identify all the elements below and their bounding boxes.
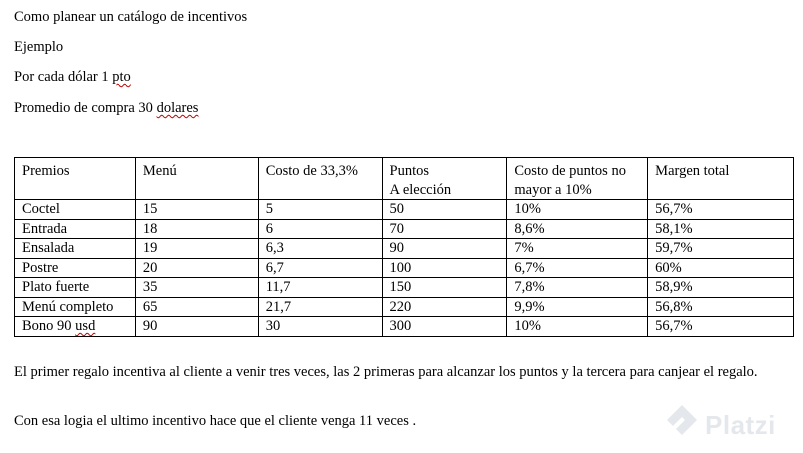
table-row [15, 297, 794, 317]
table-cell: 70 [382, 219, 507, 239]
table-cell: 30 [258, 317, 382, 337]
incentive-catalog-table [14, 157, 794, 337]
table-cell: 9,9% [507, 297, 648, 317]
table-cell: 56,8% [648, 297, 794, 317]
table-cell: 15 [135, 200, 258, 220]
table-cell: 20 [135, 258, 258, 278]
table-cell: 59,7% [648, 239, 794, 259]
example-label: Ejemplo [14, 39, 64, 55]
table-cell: 21,7 [258, 297, 382, 317]
table-cell: Entrada [15, 219, 136, 239]
table-cell: 65 [135, 297, 258, 317]
spellcheck-flagged-word[interactable]: pto [112, 69, 131, 85]
table-cell: 6,7% [507, 258, 648, 278]
table-cell: 35 [135, 278, 258, 298]
platzi-watermark [665, 403, 776, 447]
points-rule-text [14, 69, 131, 86]
table-cell: Coctel [15, 200, 136, 220]
table-row [15, 258, 794, 278]
header-cell-costo: Costo de 33,3% [258, 158, 382, 200]
table-cell: 300 [382, 317, 507, 337]
note-paragraph-2: Con esa logia el ultimo incentivo hace que el cliente venga 11 veces . [14, 413, 417, 429]
table-body [15, 200, 794, 337]
spellcheck-flagged-word[interactable]: dolares [156, 100, 199, 116]
table-cell: 90 [135, 317, 258, 337]
table-cell: 10% [507, 317, 648, 337]
points-rule-prefix: Por cada dólar 1 [14, 69, 113, 85]
table-cell: 6,7 [258, 258, 382, 278]
average-purchase-prefix: Promedio de compra 30 [14, 100, 157, 116]
average-purchase-text [14, 100, 198, 117]
table-cell: 8,6% [507, 219, 648, 239]
note-paragraph-1: El primer regalo incentiva al cliente a venir tres veces, las 2 primeras para alcanzar los puntos y la tercera para canjear el regalo. [14, 364, 758, 380]
table-cell: 56,7% [648, 317, 794, 337]
table-cell: 150 [382, 278, 507, 298]
table-cell: 56,7% [648, 200, 794, 220]
table-cell: 50 [382, 200, 507, 220]
table-row [15, 239, 794, 259]
table-cell: Plato fuerte [15, 278, 136, 298]
document-title: Como planear un catálogo de incentivos [14, 9, 248, 25]
table-row [15, 219, 794, 239]
table-cell: Ensalada [15, 239, 136, 259]
table-cell: 58,9% [648, 278, 794, 298]
table-cell: 10% [507, 200, 648, 220]
table-cell: 58,1% [648, 219, 794, 239]
platzi-logo-icon [665, 403, 699, 448]
header-cell-menu: Menú [135, 158, 258, 200]
table-cell: 6 [258, 219, 382, 239]
table-header-row [15, 158, 794, 200]
table-cell: 19 [135, 239, 258, 259]
header-cell-costo-puntos: Costo de puntos no mayor a 10% [507, 158, 648, 200]
header-cell-margen: Margen total [648, 158, 794, 200]
platzi-wordmark: Platzi [705, 409, 776, 440]
table-cell: 90 [382, 239, 507, 259]
header-cell-premios: Premios [15, 158, 136, 200]
table-cell: 18 [135, 219, 258, 239]
table-cell: 60% [648, 258, 794, 278]
table-cell: 100 [382, 258, 507, 278]
table-cell: Menú completo [15, 297, 136, 317]
table-cell: Postre [15, 258, 136, 278]
table-row [15, 317, 794, 337]
table-row [15, 278, 794, 298]
header-cell-puntos: Puntos A elección [382, 158, 507, 200]
table-cell: 5 [258, 200, 382, 220]
table-cell: 7% [507, 239, 648, 259]
table-cell: 220 [382, 297, 507, 317]
table-cell: Bono 90 usd [15, 317, 136, 337]
table-cell: 6,3 [258, 239, 382, 259]
spellcheck-flagged-word[interactable]: usd [75, 318, 96, 334]
table-cell: 7,8% [507, 278, 648, 298]
table-cell: 11,7 [258, 278, 382, 298]
table-row [15, 200, 794, 220]
